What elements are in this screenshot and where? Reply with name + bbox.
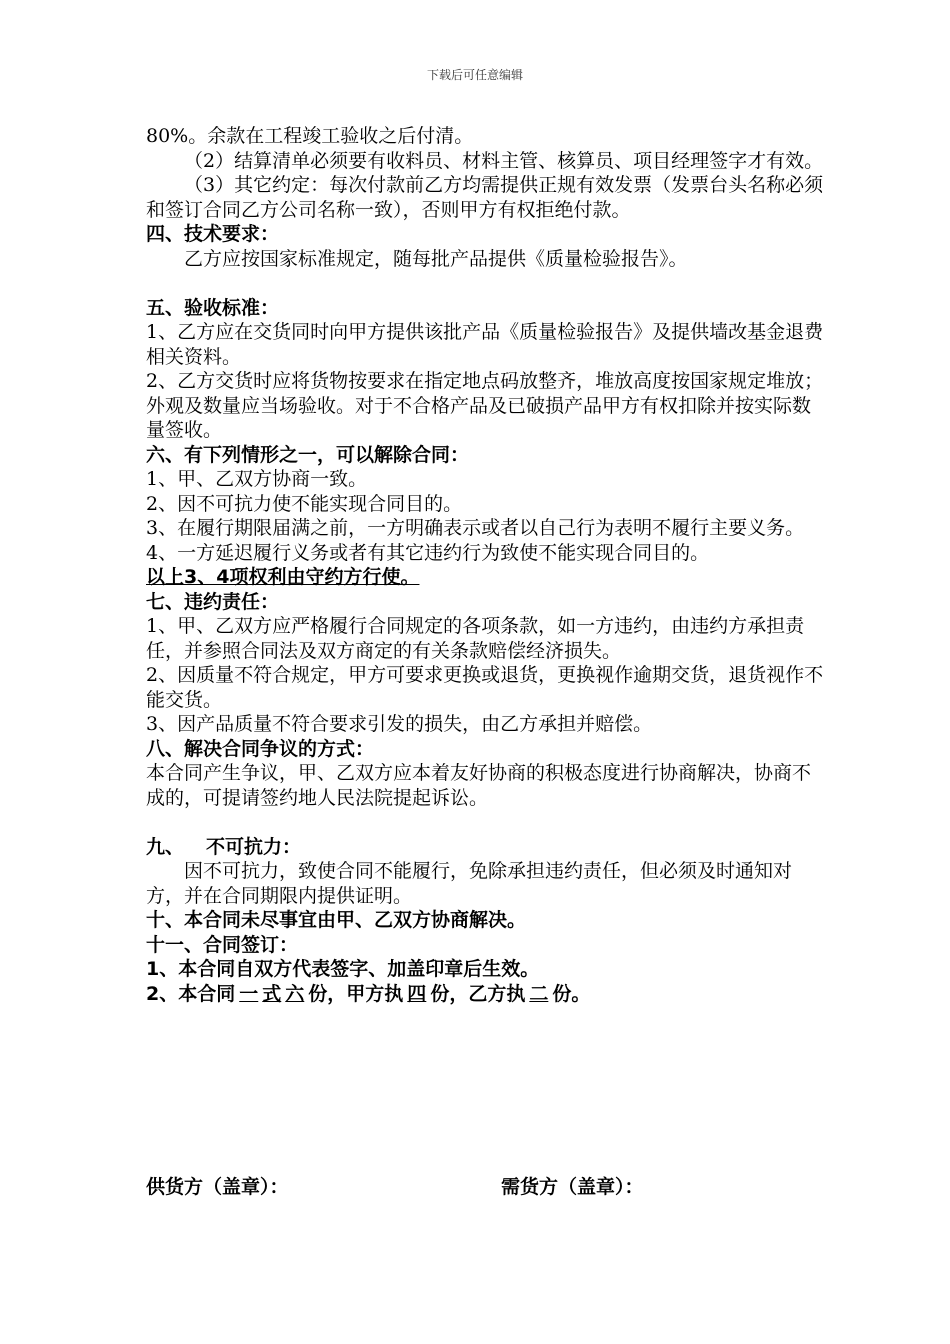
- signing-item-1: 1、本合同自双方代表签字、加盖印章后生效。: [146, 958, 540, 980]
- signing-item-2: [146, 982, 826, 1007]
- text-segment: 份，乙方执: [430, 982, 526, 1005]
- text-segment: 式: [262, 982, 282, 1005]
- text-segment: 份。: [552, 982, 591, 1005]
- termination-item-2: 2、因不可抗力使不能实现合同目的。: [146, 492, 463, 515]
- fill-blank: 二: [529, 982, 549, 1005]
- page-header: 下载后可任意编辑: [426, 68, 523, 82]
- termination-item-1: 1、甲、乙双方协商一致。: [146, 468, 368, 490]
- acceptance-item-1: 1、乙方应在交货同时向甲方提供该批产品《质量检验报告》及提供墙改基金退费相关资料。: [146, 321, 824, 368]
- section-heading-misc: 十、本合同未尽事宜由甲、乙双方协商解决。: [146, 909, 527, 931]
- section-heading-force-majeure: [146, 835, 826, 860]
- termination-item-3: 3、在履行期限届满之前，一方明确表示或者以自己行为表明不履行主要义务。: [146, 517, 805, 539]
- fill-blank: 四: [407, 982, 427, 1005]
- text-segment: 2、本合同: [146, 982, 236, 1005]
- force-majeure-clause: 因不可抗力，致使合同不能履行，免除承担违约责任，但必须及时通知对方，并在合同期限内提供证明。: [146, 860, 793, 907]
- signature-block: [146, 1172, 826, 1199]
- liability-item-1: 1、甲、乙双方应严格履行合同规定的各项条款，如一方违约，由违约方承担责任，并参照合同法及双方商定的有关条款赔偿经济损失。: [146, 615, 805, 662]
- text-segment: 份，甲方执: [308, 982, 404, 1005]
- section-heading-technical: 四、技术要求：: [146, 223, 280, 245]
- supplier-seal-label: 供货方（盖章）：: [146, 1176, 289, 1198]
- liability-item-2: 2、因质量不符合规定，甲方可要求更换或退货，更换视作逾期交货，退货视作不能交货。: [146, 664, 824, 711]
- fill-blank: 六: [285, 982, 305, 1005]
- termination-item-4: 4、一方延迟履行义务或者有其它违约行为致使不能实现合同目的。: [146, 541, 710, 564]
- section-heading-dispute: 八、解决合同争议的方式：: [146, 737, 375, 760]
- section-heading-acceptance: 五、验收标准：: [146, 296, 280, 319]
- buyer-seal-label: 需货方（盖章）：: [501, 1176, 644, 1198]
- other-agreement-clause: （3）其它约定：每次付款前乙方均需提供正规有效发票（发票台头名称必须和签订合同乙方公司名称一致），否则甲方有权拒绝付款。: [146, 174, 824, 221]
- settlement-clause: （2）结算清单必须要有收料员、材料主管、核算员、项目经理签字才有效。: [184, 149, 824, 172]
- payment-clause-tail: 80%。余款在工程竣工验收之后付清。: [146, 125, 474, 147]
- section-heading-termination: 六、有下列情形之一，可以解除合同：: [146, 443, 470, 466]
- contract-body: [146, 124, 826, 1006]
- dispute-clause: 本合同产生争议，甲、乙双方应本着友好协商的积极态度进行协商解决，协商不成的，可提请签约地人民法院提起诉讼。: [146, 762, 812, 809]
- section-title: 不可抗力：: [206, 835, 302, 858]
- technical-clause: 乙方应按国家标准规定，随每批产品提供《质量检验报告》。: [184, 247, 688, 270]
- acceptance-item-2: 2、乙方交货时应将货物按要求在指定地点码放整齐，堆放高度按国家规定堆放；外观及数量应当场验收。对于不合格产品及已破损产品甲方有权扣除并按实际数量签收。: [146, 370, 824, 441]
- section-number: 九、: [146, 835, 185, 858]
- fill-blank: 一: [239, 982, 259, 1005]
- section-heading-signing: 十一、合同签订：: [146, 933, 299, 956]
- liability-item-3: 3、因产品质量不符合要求引发的损失，由乙方承担并赔偿。: [146, 713, 653, 735]
- termination-note: 以上3、4项权利由守约方行使。: [146, 566, 420, 588]
- section-heading-liability: 七、违约责任：: [146, 590, 280, 613]
